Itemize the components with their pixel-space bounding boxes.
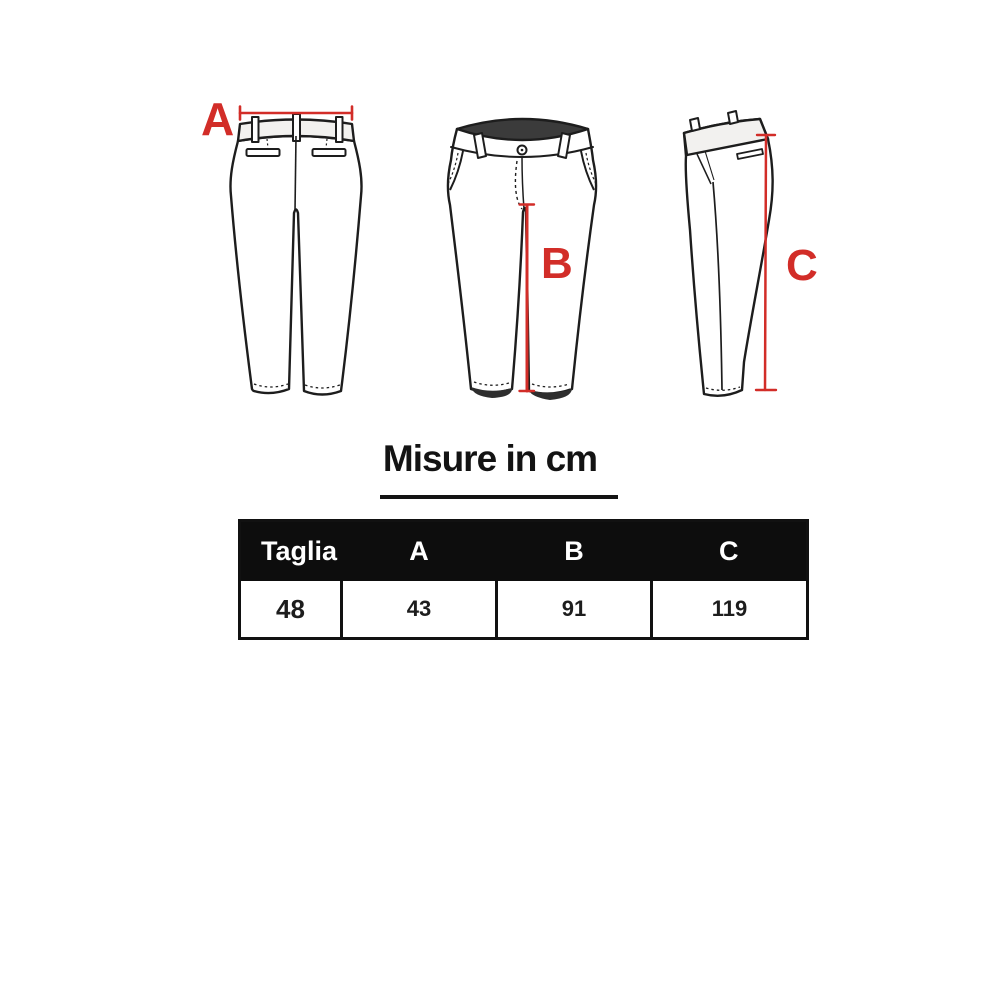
size-table-header-row: [240, 521, 808, 582]
size-table-header-c: C: [652, 521, 808, 582]
size-table-row: [240, 581, 808, 639]
section-title: Misure in cm: [382, 438, 598, 479]
measure-label-c: C: [786, 241, 818, 290]
size-table-cell-b: 91: [497, 581, 652, 639]
size-table: [238, 519, 809, 640]
pants-front-view-illustration: [435, 95, 615, 415]
title-underline: [380, 495, 618, 499]
size-table-header-a: A: [342, 521, 497, 582]
size-table-cell-a: 43: [342, 581, 497, 639]
measure-label-a: A: [201, 93, 235, 145]
size-table-header-b: B: [497, 521, 652, 582]
size-table-cell-c: 119: [652, 581, 808, 639]
size-table-cell-taglia: 48: [240, 581, 342, 639]
size-table-header-taglia: Taglia: [240, 521, 342, 582]
measure-label-b: B: [541, 239, 573, 288]
